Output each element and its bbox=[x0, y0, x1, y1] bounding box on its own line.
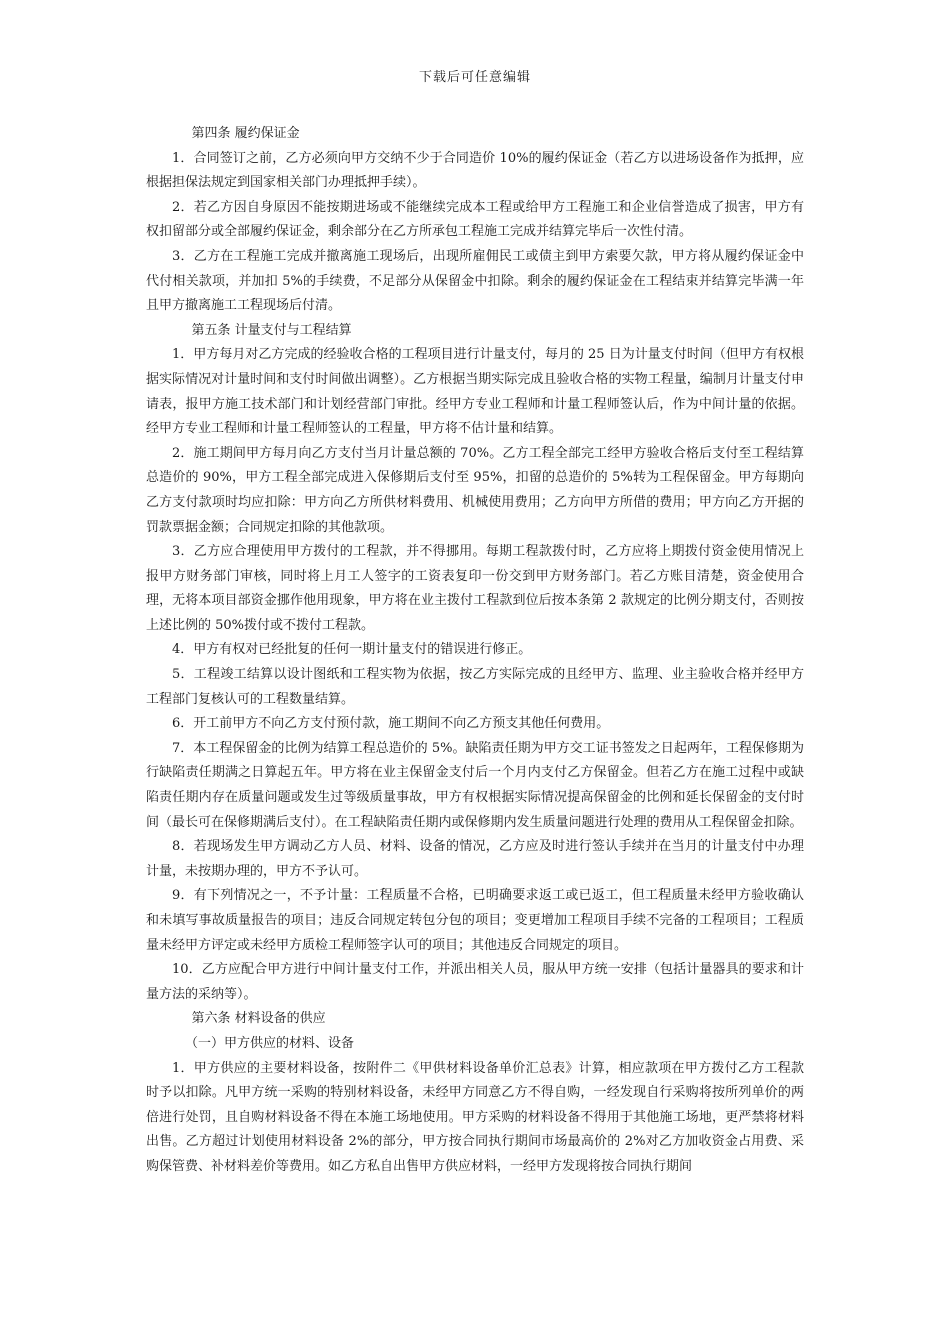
body-paragraph: 8．若现场发生甲方调动乙方人员、材料、设备的情况，乙方应及时进行签认手续并在当月的计量支付中办理计量，未按期办理的，甲方不予认可。 bbox=[146, 839, 804, 879]
section-heading: 第四条 履约保证金 bbox=[191, 126, 300, 141]
body-paragraph: 2．若乙方因自身原因不能按期进场或不能继续完成本工程或给甲方工程施工和企业信誉造成了损害，甲方有权扣留部分或全部履约保证金，剩余部分在乙方所承包工程施工完成并结算完毕后一次性付清。 bbox=[146, 199, 804, 240]
body-paragraph: 1．合同签订之前，乙方必须向甲方交纳不少于合同造价 10%的履约保证金（若乙方以进场设备作为抵押，应根据担保法规定到国家相关部门办理抵押手续）。 bbox=[146, 150, 804, 191]
section-heading: 第五条 计量支付与工程结算 bbox=[191, 322, 352, 338]
page-header: 下载后可任意编辑 bbox=[418, 70, 531, 85]
body-paragraph: 2．施工期间甲方每月向乙方支付当月计量总额的 70%。乙方工程全部完工经甲方验收合格后支付至工程结算总造价的 90%，甲方工程全部完成进入保修期后支付至 95%，扣留的总造价的 5%转为工程保留金。甲方每期向乙方支付款项时均应扣除：甲方向乙方所供材料费用、机械使用费用；乙方向甲方所借的费用；甲方向乙方开据的罚款票据金额；合同规定扣除的其他款项。 bbox=[146, 445, 804, 535]
body-paragraph: 9．有下列情况之一，不予计量：工程质量不合格，已明确要求返工或已返工，但工程质量未经甲方验收确认和未填写事故质量报告的项目；违反合同规定转包分包的项目；变更增加工程项目手续不完备的工程项目；工程质量未经甲方评定或未经甲方质检工程师签字认可的项目；其他违反合同规定的项目。 bbox=[146, 888, 804, 953]
section-heading: 第六条 材料设备的供应 bbox=[191, 1011, 326, 1027]
document-body bbox=[146, 122, 804, 1180]
body-paragraph: 3．乙方在工程施工完成并撤离施工现场后，出现所雇佣民工或债主到甲方索要欠款，甲方将从履约保证金中代付相关款项，并加扣 5%的手续费，不足部分从保留金中扣除。剩余的履约保证金在工程结束并结算完毕满一年且甲方撤离施工工程现场后付清。 bbox=[146, 248, 804, 314]
body-paragraph: 1．甲方每月对乙方完成的经验收合格的工程项目进行计量支付，每月的 25 日为计量支付时间（但甲方有权根据实际情况对计量时间和支付时间做出调整）。乙方根据当期实际完成且验收合格的实物工程量，编制月计量支付申请表，报甲方施工技术部门和计划经营部门审批。经甲方专业工程师和计量工程师签认后，作为中间计量的依据。经甲方专业工程师和计量工程师签认的工程量，甲方将不估计量和结算。 bbox=[146, 347, 804, 437]
subsection-heading: （一）甲方供应的材料、设备 bbox=[185, 1035, 355, 1051]
body-paragraph: 1．甲方供应的主要材料设备，按附件二《甲供材料设备单价汇总表》计算，相应款项在甲方拨付乙方工程款时予以扣除。凡甲方统一采购的特别材料设备，未经甲方同意乙方不得自购，一经发现自行采购将按所列单价的两倍进行处罚，且自购材料设备不得在本施工场地使用。甲方采购的材料设备不得用于其他施工场地，更严禁将材料出售。乙方超过计划使用材料设备 2%的部分，甲方按合同执行期间市场最高价的 2%对乙方加收资金占用费、采购保管费、补材料差价等费用。如乙方私自出售甲方供应材料，一经甲方发现将按合同执行期间 bbox=[146, 1060, 804, 1174]
body-paragraph: 7．本工程保留金的比例为结算工程总造价的 5%。缺陷责任期为甲方交工证书签发之日起两年，工程保修期为行缺陷责任期满之日算起五年。甲方将在业主保留金支付后一个月内支付乙方保留金。但若乙方在施工过程中或缺陷责任期内存在质量问题或发生过等级质量事故，甲方有权根据实际情况提高保留金的比例和延长保留金的支付时间（最长可在保修期满后支付）。在工程缺陷责任期内或保修期内发生质量问题进行处理的费用从工程保留金扣除。 bbox=[146, 740, 804, 830]
body-paragraph: 6．开工前甲方不向乙方支付预付款，施工期间不向乙方预支其他任何费用。 bbox=[172, 716, 610, 732]
body-paragraph: 3．乙方应合理使用甲方拨付的工程款，并不得挪用。每期工程款拨付时，乙方应将上期拨付资金使用情况上报甲方财务部门审核，同时将上月工人签字的工资表复印一份交到甲方财务部门。若乙方账目清楚，资金使用合理，无将本项目部资金挪作他用现象，甲方将在业主拨付工程款到位后按本条第 2 款规定的比例分期支付，否则按上述比例的 50%拨付或不拨付工程款。 bbox=[146, 544, 804, 633]
body-paragraph: 4．甲方有权对已经批复的任何一期计量支付的错误进行修正。 bbox=[172, 642, 532, 658]
body-paragraph: 5．工程竣工结算以设计图纸和工程实物为依据，按乙方实际完成的且经甲方、监理、业主验收合格并经甲方工程部门复核认可的工程数量结算。 bbox=[146, 667, 804, 707]
body-paragraph: 10．乙方应配合甲方进行中间计量支付工作，并派出相关人员，服从甲方统一安排（包括计量器具的要求和计量方法的采纳等）。 bbox=[146, 962, 804, 1002]
